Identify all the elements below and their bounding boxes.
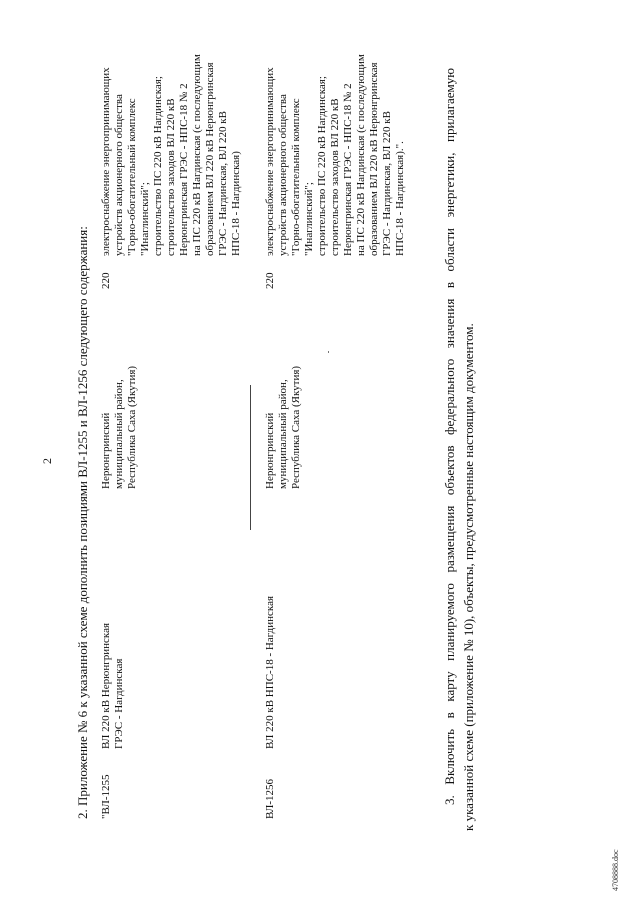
text-line: Нерюнгринская ГРЭС - НПС-18 № 2 (178, 83, 190, 256)
row-voltage: 220 (264, 272, 276, 289)
text-line: строительство заходов ВЛ 220 кВ (329, 98, 341, 256)
text-line: электроснабжение энергопринимающих (264, 67, 276, 256)
text-line: на ПС 220 кВ Нагдинская (с последующим (191, 54, 203, 256)
text-line: электроснабжение энергопринимающих (100, 67, 112, 256)
separator-line (250, 385, 251, 530)
file-footer: 4708888.doc (611, 849, 620, 891)
text-line: строительство заходов ВЛ 220 кВ (165, 98, 177, 256)
text-line: Республика Саха (Якутия) (290, 365, 302, 489)
text-line: устройств акционерного общества (277, 94, 289, 256)
row-name (100, 589, 126, 749)
text-line: "Инаглинский"; (303, 182, 315, 256)
row-code: "ВЛ-1255 (100, 774, 112, 819)
text-line: ГРЭС - Нагдинская, ВЛ 220 кВ (381, 111, 393, 256)
text-line: ГРЭС - Нагдинская (113, 658, 125, 749)
text-line: муниципальный район, (113, 379, 125, 489)
text-line: "Инаглинский"; (139, 182, 151, 256)
row-name (264, 589, 277, 749)
row-purpose (264, 0, 407, 256)
row-voltage: 220 (100, 272, 112, 289)
text-line: ВЛ 220 кВ НПС-18 - Нагдинская (264, 595, 276, 749)
page-number: 2 (40, 458, 54, 464)
intro-paragraph: 2. Приложение № 6 к указанной схеме дополнить позициями ВЛ-1255 и ВЛ-1256 следующего содержания: (75, 226, 90, 819)
text-line: на ПС 220 кВ Нагдинская (с последующим (355, 54, 367, 256)
text-line: ГРЭС - Нагдинская, ВЛ 220 кВ (217, 111, 229, 256)
text-line: муниципальный район, (277, 379, 289, 489)
text-line: Нерюнгринская ГРЭС - НПС-18 № 2 (342, 83, 354, 256)
text-line: образованием ВЛ 220 кВ Нерюнгринская (368, 62, 380, 256)
paragraph-line: к указанной схеме (приложение № 10), объекты, предусмотренные настоящим документом. (461, 323, 476, 831)
text-line: НПС-18 - Нагдинская) (230, 151, 242, 256)
text-line: "Горно-обогатительный комплекс (290, 98, 302, 256)
row-purpose (100, 0, 243, 256)
row-location (264, 289, 303, 489)
text-line: строительство ПС 220 кВ Нагдинская; (152, 76, 164, 256)
text-line: НПС-18 - Нагдинская).". (394, 141, 406, 256)
text-line: устройств акционерного общества (113, 94, 125, 256)
text-line: ВЛ 220 кВ Нерюнгринская (100, 622, 112, 749)
text-line: "Горно-обогатительный комплекс (126, 98, 138, 256)
text-line: Республика Саха (Якутия) (126, 365, 138, 489)
scan-speck (328, 351, 329, 353)
text-line: Нерюнгринский (264, 412, 276, 489)
text-line: строительство ПС 220 кВ Нагдинская; (316, 76, 328, 256)
row-code: ВЛ-1256 (264, 778, 276, 819)
row-location (100, 289, 139, 489)
paragraph-3 (440, 68, 478, 831)
text-line: образованием ВЛ 220 кВ Нерюнгринская (204, 62, 216, 256)
paragraph-line: 3. Включить в карту планируемого размещения объектов федерального значения в области энергетики, прилагаемую (442, 68, 457, 805)
text-line: Нерюнгринский (100, 412, 112, 489)
